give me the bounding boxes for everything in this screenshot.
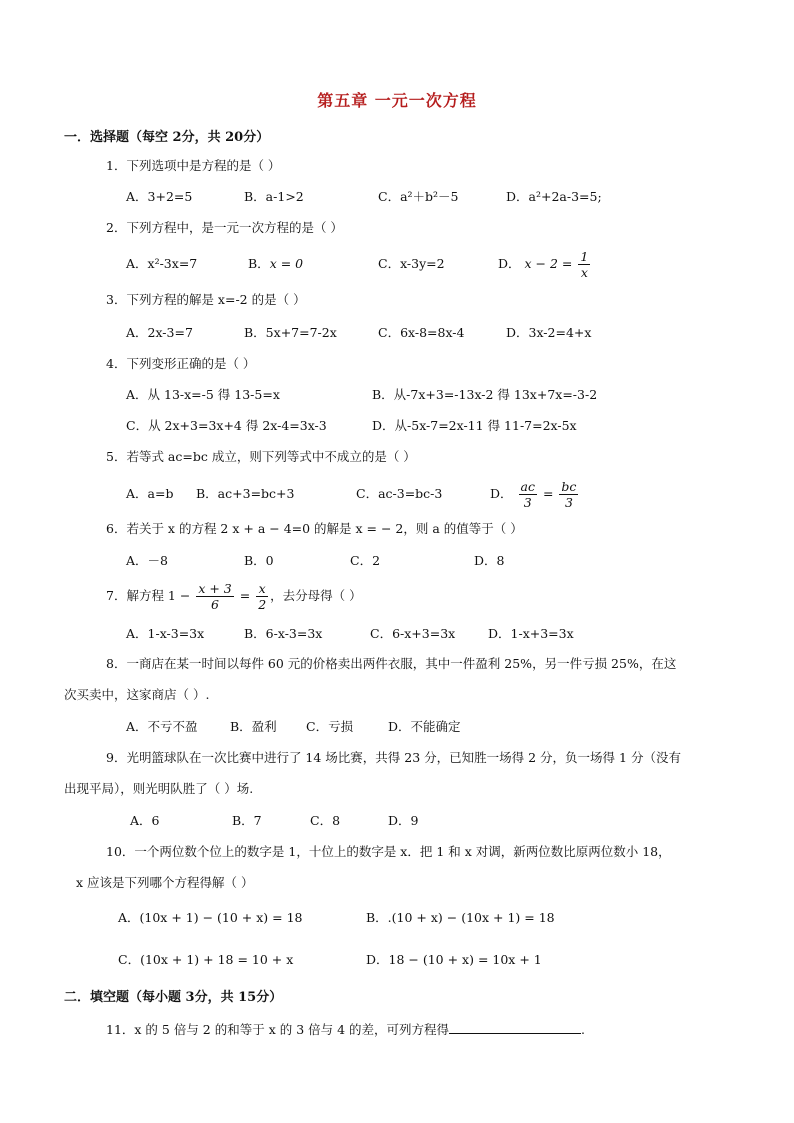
fraction-numerator: ac (520, 479, 535, 494)
fraction-denominator: 3 (523, 495, 532, 510)
question-3-stem: 3．下列方程的解是 x=-2 的是（ ） (106, 292, 306, 307)
q8-option-c: C．亏损 (306, 719, 354, 734)
q5-option-a: A．a=b (126, 486, 174, 501)
q4-option-d: D．从-5x-7=2x-11 得 11-7=2x-5x (372, 418, 577, 433)
q10-option-c: C．(10x + 1) + 18 = 10 + x (118, 952, 294, 967)
q5-fraction-left (519, 479, 537, 510)
q7-stem-suffix: ，去分母得（ ） (270, 588, 362, 603)
question-10-stem-line1: 10．一个两位数个位上的数字是 1，十位上的数字是 x．把 1 和 x 对调，新两位数比原两位数小 18， (106, 844, 671, 859)
q1-option-a: A．3+2=5 (126, 189, 193, 204)
q3-option-c: C．6x-8=8x-4 (378, 325, 465, 340)
q6-option-a: A．－8 (126, 553, 168, 568)
q2-option-b (248, 256, 303, 272)
q5-option-d (490, 474, 580, 514)
q7-fraction-left (196, 581, 233, 612)
equals-sign: = (542, 486, 554, 501)
q2-option-d-fraction (578, 249, 590, 280)
question-4-stem: 4．下列变形正确的是（ ） (106, 356, 256, 371)
q3-option-d: D．3x-2=4+x (506, 325, 592, 340)
q9-option-a: A．6 (130, 813, 160, 828)
q5-option-b: B．ac+3=bc+3 (196, 486, 295, 501)
q5-option-c: C．ac-3=bc-3 (356, 486, 443, 501)
fraction-denominator: 6 (211, 597, 219, 612)
q3-option-a: A．2x-3=7 (126, 325, 193, 340)
fraction-numerator: bc (561, 479, 577, 494)
q4-option-c: C．从 2x+3=3x+4 得 2x-4=3x-3 (126, 418, 327, 433)
question-9-stem-line2: 出现平局），则光明队胜了（ ）场. (64, 781, 254, 796)
q1-option-d: D．a²+2a-3=5; (506, 189, 602, 204)
fraction-denominator: 3 (564, 495, 573, 510)
q10-option-a: A．(10x + 1) − (10 + x) = 18 (118, 910, 303, 925)
q2-option-b-expr: x = 0 (269, 256, 304, 271)
q6-option-d: D．8 (474, 553, 505, 568)
q2-option-b-label: B． (248, 256, 270, 271)
q6-option-c: C．2 (350, 553, 381, 568)
q2-option-d-expr: x − 2 = (524, 256, 573, 271)
q5-fraction-right (559, 479, 578, 510)
q9-option-b: B．7 (232, 813, 262, 828)
q2-option-d (498, 244, 592, 284)
q10-option-b: B．.(10 + x) − (10x + 1) = 18 (366, 910, 555, 925)
q7-option-d: D．1-x+3=3x (488, 626, 574, 641)
section-choice-heading: 一．选择题（每空 2分，共 20分） (64, 130, 270, 145)
q8-option-d: D．不能确定 (388, 719, 461, 734)
question-8-stem-line1: 8．一商店在某一时间以每件 60 元的价格卖出两件衣服，其中一件盈利 25%，另一件亏损 25%，在这 (106, 656, 677, 671)
q7-stem-prefix: 7．解方程 1 − (106, 588, 191, 603)
q6-option-b: B．0 (244, 553, 274, 568)
fraction-denominator: x (580, 265, 588, 280)
section-fill-heading: 二．填空题（每小题 3分，共 15分） (64, 990, 283, 1005)
q1-option-b: B．a-1>2 (244, 189, 304, 204)
question-11-stem: 11．x 的 5 倍与 2 的和等于 x 的 3 倍与 4 的差，可列方程得 (106, 1022, 450, 1037)
q8-option-b: B．盈利 (230, 719, 277, 734)
q9-option-c: C．8 (310, 813, 341, 828)
question-5-stem: 5．若等式 ac=bc 成立，则下列等式中不成立的是（ ） (106, 449, 416, 464)
question-2-stem: 2．下列方程中，是一元一次方程的是（ ） (106, 220, 343, 235)
question-9-stem-line1: 9．光明篮球队在一次比赛中进行了 14 场比赛，共得 23 分，已知胜一场得 2 分，负一场得 1 分（没有 (106, 750, 681, 765)
q1-option-c: C．a²＋b²－5 (378, 189, 459, 204)
question-8-stem-line2: 次买卖中，这家商店（ ）. (64, 687, 210, 702)
equals-sign: = (239, 588, 251, 603)
question-7-stem (106, 576, 362, 616)
q10-option-d: D．18 − (10 + x) = 10x + 1 (366, 952, 542, 967)
question-1-stem: 1．下列选项中是方程的是（ ） (106, 158, 281, 173)
fraction-numerator: x + 3 (198, 581, 232, 596)
q7-fraction-right (256, 581, 268, 612)
q2-option-a: A．x²-3x=7 (126, 256, 198, 271)
question-11-end: . (581, 1022, 586, 1037)
q3-option-b: B．5x+7=7-2x (244, 325, 337, 340)
fraction-numerator: x (256, 581, 268, 597)
q2-option-d-label: D． (498, 256, 521, 271)
q4-option-a: A．从 13-x=-5 得 13-5=x (126, 387, 280, 402)
q4-option-b: B．从-7x+3=-13x-2 得 13x+7x=-3-2 (372, 387, 598, 402)
q5-option-d-label: D． (490, 486, 513, 501)
answer-blank[interactable] (449, 1021, 581, 1034)
question-6-stem: 6．若关于 x 的方程 2 x + a − 4=0 的解是 x = − 2，则 a 的值等于（ ） (106, 521, 523, 536)
fraction-numerator: 1 (580, 249, 589, 264)
q7-option-c: C．6-x+3=3x (370, 626, 456, 641)
q9-option-d: D．9 (388, 813, 419, 828)
page-title: 第五章 一元一次方程 (317, 91, 477, 110)
q2-option-c: C．x-3y=2 (378, 256, 445, 271)
q7-option-a: A．1-x-3=3x (126, 626, 205, 641)
q7-option-b: B．6-x-3=3x (244, 626, 323, 641)
question-11 (106, 1021, 585, 1038)
q8-option-a: A．不亏不盈 (126, 719, 198, 734)
question-10-stem-line2: x 应该是下列哪个方程得解（ ） (76, 875, 254, 890)
fraction-denominator: 2 (258, 597, 267, 612)
